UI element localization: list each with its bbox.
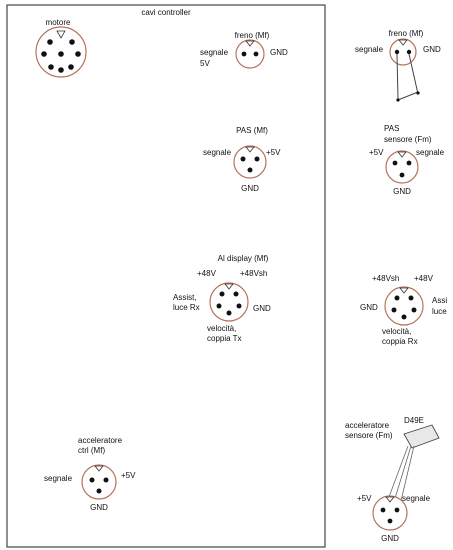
ext-pas-label-1: PAS — [384, 124, 400, 133]
ext-brake-gnd-label: GND — [423, 45, 441, 54]
ext-throttle-label-2: sensore (Fm) — [345, 431, 393, 440]
ext-brake-switch — [398, 92, 418, 100]
ext-display-assist-label-1: Assi — [432, 296, 448, 305]
ext-pas-5v-label: +5V — [369, 148, 384, 157]
motor-label: motore — [45, 18, 71, 27]
ext-display-connector — [360, 274, 447, 346]
ctrl-pas-5v-label: +5V — [266, 148, 281, 157]
ctrl-display-speed-label-2: coppia Tx — [207, 334, 242, 343]
ctrl-throttle-label-2: ctrl (Mf) — [78, 446, 106, 455]
ext-pas-signal-label: segnale — [416, 148, 445, 157]
panel-title: cavi controller — [141, 8, 191, 17]
ext-display-48vsh-label: +48Vsh — [372, 274, 400, 283]
ctrl-pas-gnd-label: GND — [241, 184, 259, 193]
ext-display-speed-label-1: velocità, — [382, 327, 412, 336]
ext-display-gnd-label: GND — [360, 303, 378, 312]
ctrl-display-assist-label-1: Assist, — [173, 293, 197, 302]
ext-throttle-label-1: acceleratore — [345, 421, 390, 430]
hall-sensor-body — [404, 425, 439, 448]
ext-pas-connector — [369, 124, 445, 196]
ctrl-throttle-label-1: acceleratore — [78, 436, 123, 445]
ext-throttle-gnd-label: GND — [381, 534, 399, 543]
ctrl-brake-label: freno (Mf) — [234, 31, 270, 40]
ext-throttle-5v-label: +5V — [357, 494, 372, 503]
ctrl-display-48v-label: +48V — [197, 269, 216, 278]
ctrl-pas-signal-label: segnale — [203, 148, 232, 157]
ctrl-brake-gnd-label: GND — [270, 48, 288, 57]
ctrl-display-48vsh-label: +48Vsh — [240, 269, 268, 278]
ext-pas-gnd-label: GND — [393, 187, 411, 196]
ctrl-brake-5v-label: 5V — [200, 59, 210, 68]
ext-display-speed-label-2: coppia Rx — [382, 337, 418, 346]
ctrl-throttle-gnd-label: GND — [90, 503, 108, 512]
ctrl-display-speed-label-1: velocità, — [207, 324, 237, 333]
ctrl-throttle-5v-label: +5V — [121, 471, 136, 480]
ext-throttle-connector — [345, 416, 439, 543]
ext-brake-signal-label: segnale — [355, 45, 384, 54]
ext-display-assist-label-2: luce — [432, 307, 447, 316]
ctrl-display-assist-label-2: luce Rx — [173, 303, 200, 312]
ctrl-brake-signal-label: segnale — [200, 48, 229, 57]
ext-brake-connector — [355, 29, 441, 102]
ctrl-display-gnd-label: GND — [253, 304, 271, 313]
ctrl-throttle-signal-label: segnale — [44, 474, 73, 483]
ctrl-display-label: Al display (Mf) — [217, 254, 269, 263]
controller-panel — [7, 5, 325, 547]
ext-brake-label: freno (Mf) — [388, 29, 424, 38]
ctrl-pas-label: PAS (Mf) — [236, 126, 268, 135]
ext-throttle-signal-label: segnale — [402, 494, 431, 503]
ext-pas-label-2: sensore (Fm) — [384, 135, 432, 144]
ext-throttle-part-label: D49E — [404, 416, 425, 425]
ext-display-48v-label: +48V — [414, 274, 433, 283]
